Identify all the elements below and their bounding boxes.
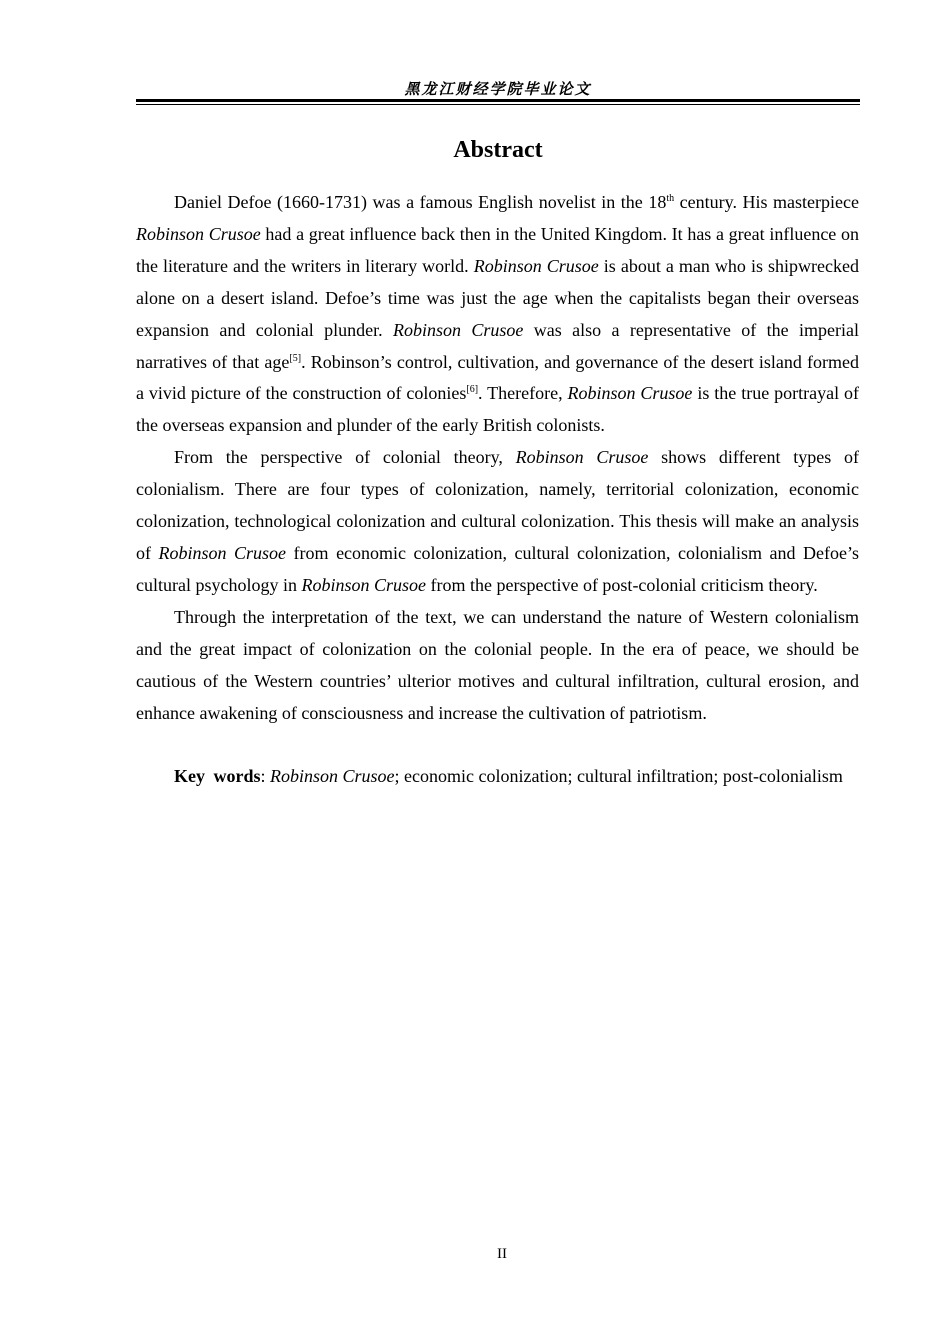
citation-superscript: [6] [466,384,479,396]
text-run: was also a representative of the imperial narratives of that age [136,319,859,372]
text-run: from economic colonization, cultural colonization, colonialism and Defoe’s cultural psychology in [136,542,859,595]
paragraph-spacer [136,729,859,761]
book-title-italic: Robinson Crusoe [158,542,287,563]
ordinal-superscript: th [666,193,675,204]
abstract-paragraph-2 [136,442,859,602]
keywords-colon: : [260,766,271,787]
book-title-italic: Robinson Crusoe [473,255,599,276]
abstract-title: Abstract [453,137,543,163]
keywords-label: Key words [174,766,261,787]
book-title-italic: Robinson Crusoe [567,383,693,404]
text-run: century. His masterpiece [674,192,859,212]
text-run: . Robinson’s control, cultivation, and governance of the desert island formed a vivid picture of the construction of colonies [136,351,859,404]
keywords-line [136,761,859,793]
book-title-italic: Robinson Crusoe [301,574,426,595]
citation-superscript: [5] [289,352,302,364]
page-number: II [497,1246,507,1262]
text-run: had a great influence back then in the United Kingdom. It has a great influence on the literature and the writers in literary world. [136,223,859,276]
abstract-body [136,187,859,793]
book-title-italic: Robinson Crusoe [515,447,649,468]
book-title-italic: Robinson Crusoe [136,223,261,244]
keywords-list: ; economic colonization; cultural infiltration; post-colonialism [394,766,843,787]
header-double-rule [136,99,860,105]
text-run: from the perspective of post-colonial criticism theory. [426,574,818,595]
text-run: Daniel Defoe (1660-1731) was a famous English novelist in the 18 [174,192,667,212]
text-run: From the perspective of colonial theory, [174,447,516,468]
abstract-paragraph-3: Through the interpretation of the text, we can understand the nature of Western colonialism and the great impact of colonization on the colonial people. In the era of peace, we should be cautious of the Western countries’ ulterior motives and cultural infiltration, cultural erosion, and enhance awakening of consciousness and increase the cultivation of patriotism. [136,606,859,723]
text-run: is the true portrayal of the overseas expansion and plunder of the early British colonists. [136,383,859,436]
text-run: shows different types of colonialism. There are four types of colonization, namely, territorial colonization, economic colonization, technological colonization and cultural colonization. This thesis will make an analysis of [136,447,860,563]
text-run: . Therefore, [478,383,568,404]
book-title-italic: Robinson Crusoe [393,319,524,340]
text-run: is about a man who is shipwrecked alone on a desert island. Defoe’s time was just the age when the capitalists began their overseas expansion and colonial plunder. [136,255,859,340]
running-header: 黑龙江财经学院毕业论文 [404,80,592,98]
abstract-paragraph-1 [136,187,859,442]
keyword-italic: Robinson Crusoe [270,766,395,787]
